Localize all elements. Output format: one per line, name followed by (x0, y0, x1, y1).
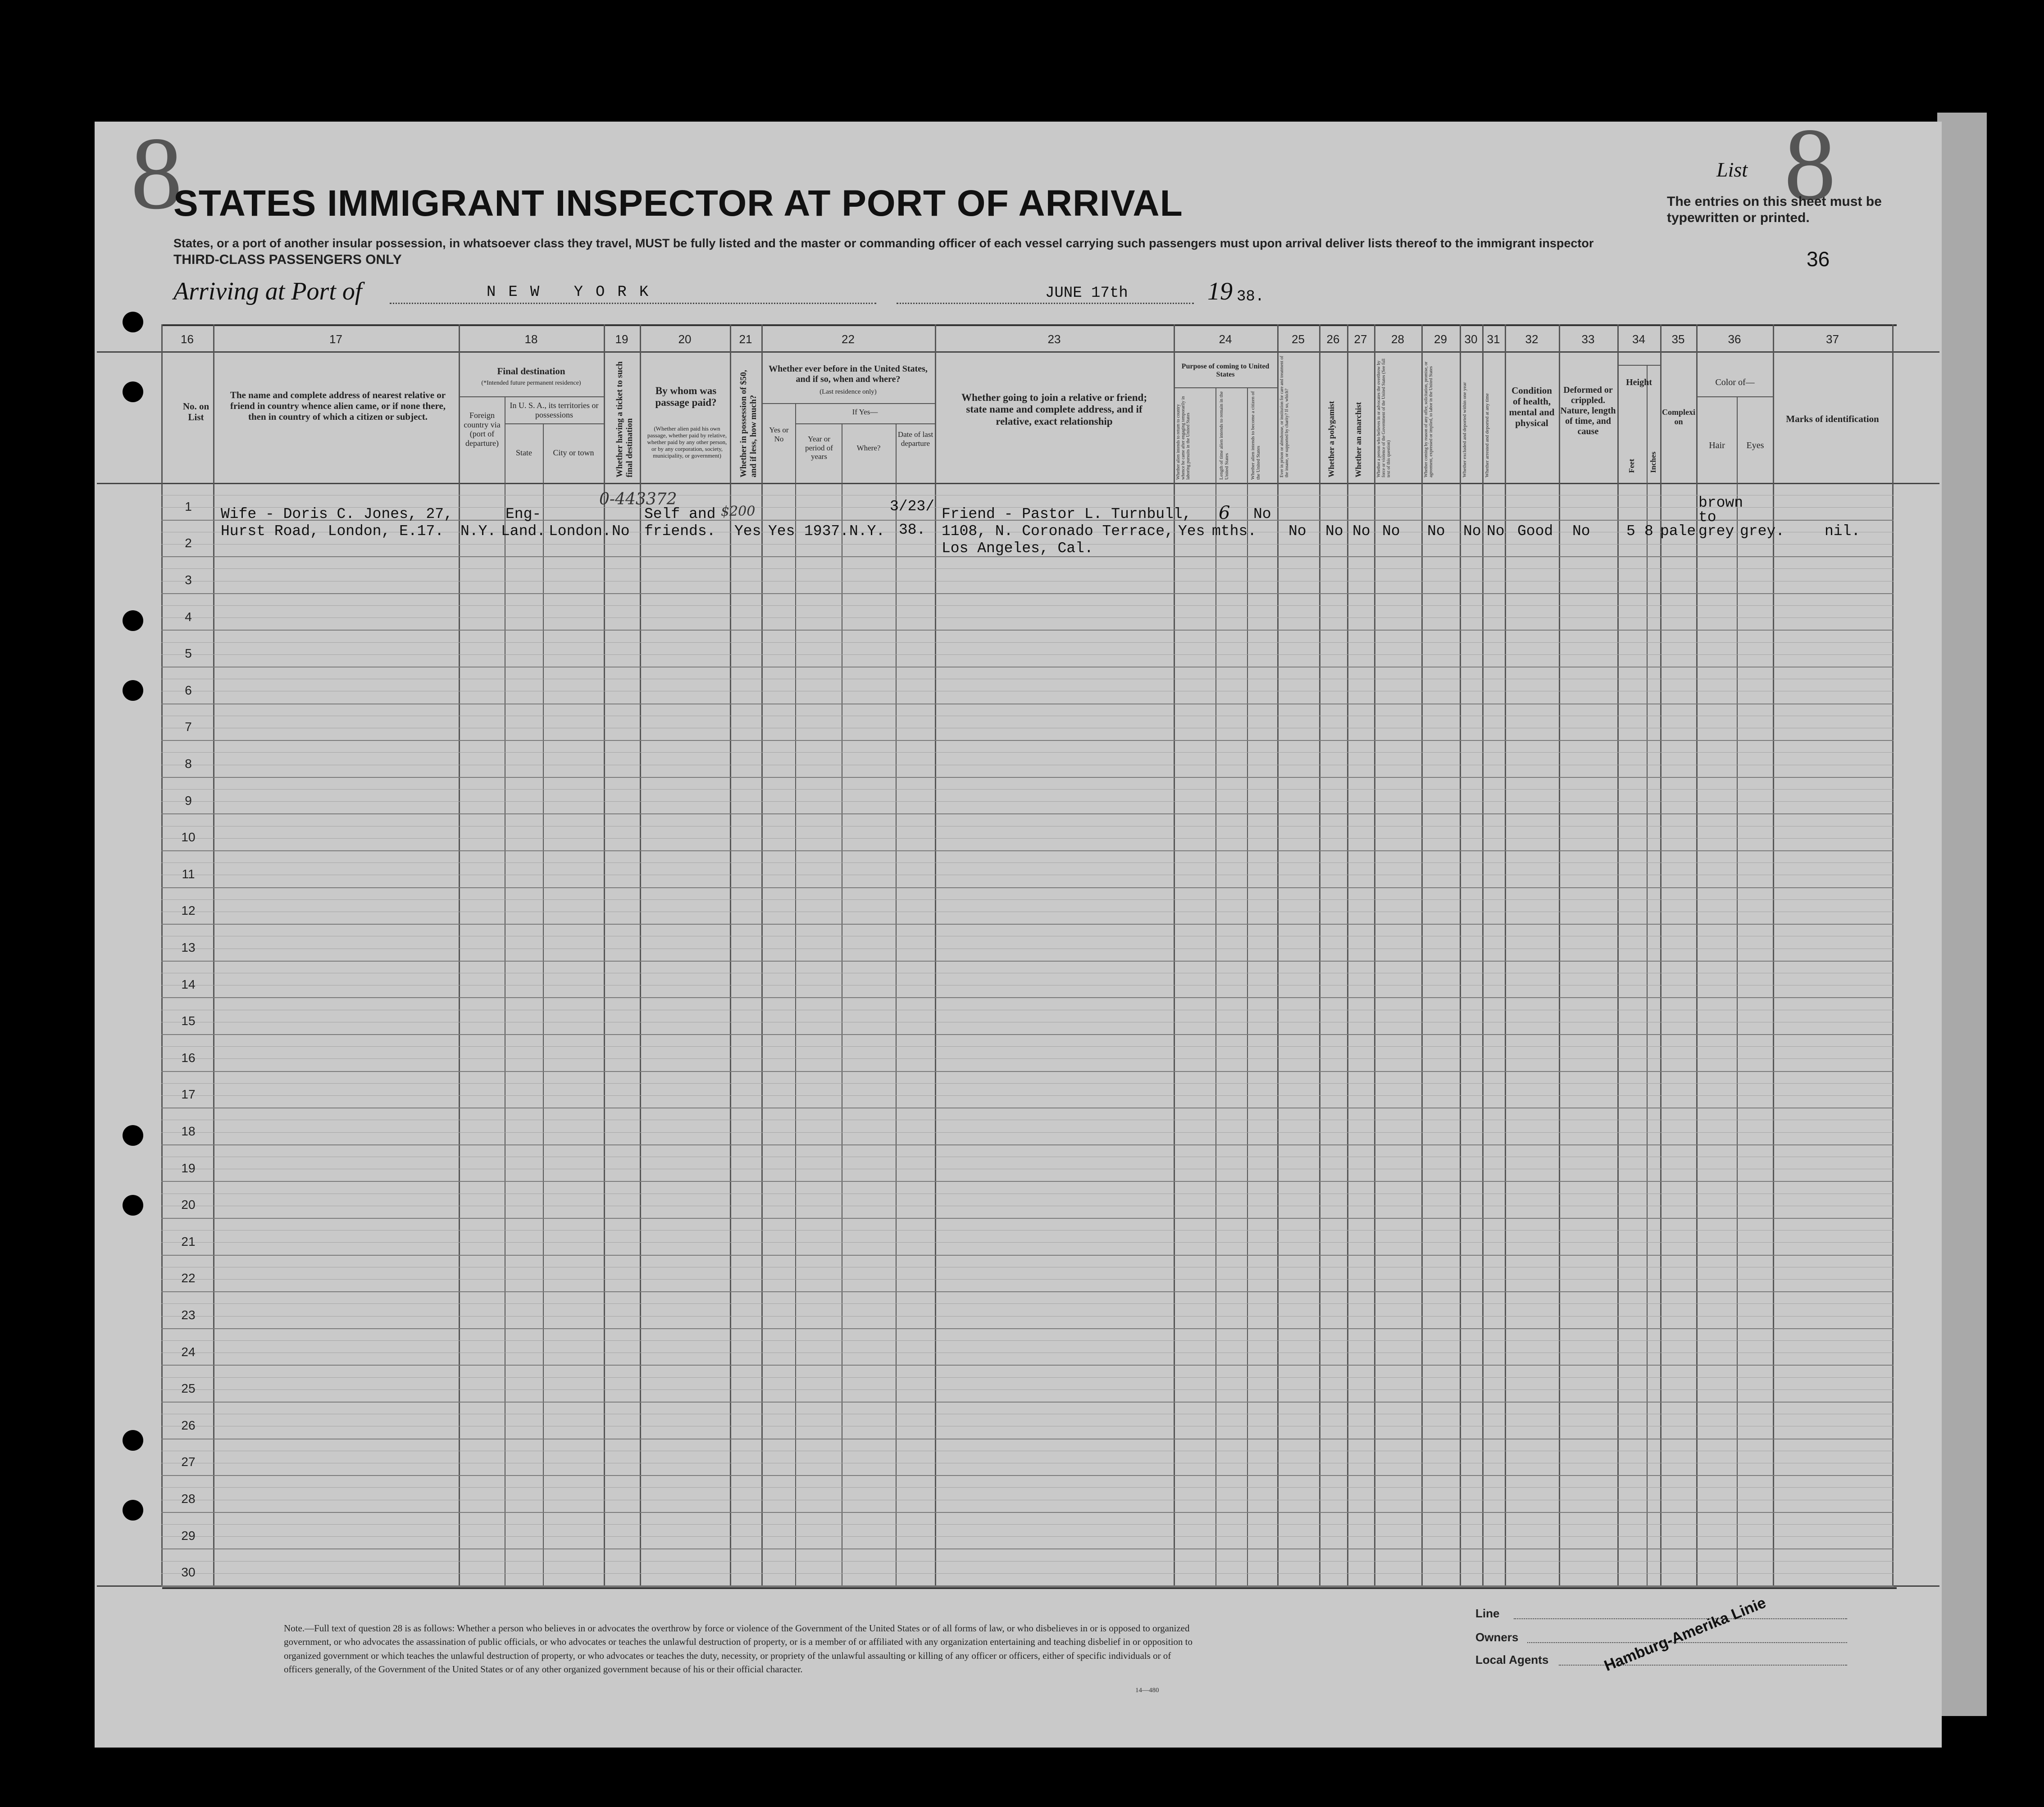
ruled-line (161, 740, 1894, 741)
column-number: 25 (1292, 332, 1305, 346)
ruled-line (161, 642, 1894, 643)
entry-deformed: No (1572, 523, 1590, 540)
header-marks: Marks of identification (1786, 413, 1879, 424)
column-number: 35 (1671, 332, 1685, 346)
row-number: 11 (182, 867, 195, 881)
ruled-line (161, 887, 1894, 888)
ruled-line (161, 1303, 1894, 1304)
row-number: 4 (185, 609, 192, 624)
column-line (543, 423, 544, 1585)
column-number: 19 (615, 332, 628, 346)
ruled-line (161, 1058, 1894, 1059)
ruled-line (161, 1083, 1894, 1084)
ruled-line (161, 1340, 1894, 1341)
ruled-line (161, 1377, 1894, 1378)
row-number: 8 (185, 757, 192, 771)
header-polygamist: Whether a polygamist (1327, 401, 1336, 477)
row-number: 23 (181, 1308, 196, 1322)
header-q28: Whether a person who believes in or advocates the overthrow by force or violence of the Government of the United States (See full text of this question) (1376, 358, 1391, 477)
header-divider-top (97, 351, 1939, 353)
ruled-line (161, 1524, 1894, 1525)
column-number: 16 (181, 332, 194, 346)
header-state: State (516, 448, 532, 457)
entry-relative-line1: Wife - Doris C. Jones, 27, (221, 506, 453, 522)
column-number: 31 (1487, 332, 1500, 346)
column-line (1892, 324, 1894, 1585)
header-excluded: Whether excluded and deported within one year (1462, 382, 1467, 477)
ruled-line (161, 1181, 1894, 1182)
header-return-intent: Whether alien intends to return to country whence he came after engaging temporarily in laboring pursuits in the United States (1176, 396, 1191, 480)
port-name: NEW YORK (487, 284, 661, 301)
header-arrested: Whether arrested and deported at any time (1484, 393, 1490, 477)
entry-arrested: No (1487, 523, 1505, 540)
punch-hole (123, 1195, 143, 1216)
punch-hole (123, 1500, 143, 1521)
question-28-note: Note.—Full text of question 28 is as follows: Whether a person who believes in or advocates the overthrow by force or violence of the Government of the United States or of all forms of law, or who disbelieves in or is opposed to organized government, or who advocates the assassination of public officials, or who advocates or teaches the unlawful destruction of property, or is a member of or affiliated with any organization entertaining and teaching disbelief in or opposition to organized government or which teaches the unlawful destruction of property, or who advocates or teaches the duty, necessity, or propriety of the unlawful assaulting or killing of any officer or officers, either of specific individuals or of officers generally, of the Government of the United States or of any other organized government because of his or their official character. (284, 1623, 1193, 1675)
row-number: 10 (181, 830, 196, 844)
header-color-of: Color of— (1715, 377, 1755, 387)
local-agents-underline (1559, 1665, 1847, 1666)
header-hair: Hair (1709, 440, 1725, 450)
column-line (1215, 387, 1216, 1585)
entry-length-stay-1: 6 (1219, 503, 1230, 523)
typewritten-note: The entries on this sheet must be typewritten or printed. (1667, 194, 1882, 225)
punch-hole (123, 680, 143, 701)
entry-marks: nil. (1825, 523, 1861, 540)
row-number: 21 (181, 1234, 196, 1249)
ruled-line (161, 997, 1894, 998)
ruled-line (161, 1536, 1894, 1537)
header-eyes: Eyes (1746, 440, 1764, 450)
column-number: 27 (1354, 332, 1367, 346)
row-number: 9 (185, 793, 192, 808)
header-if-yes: If Yes— (852, 408, 878, 416)
column-number: 33 (1581, 332, 1595, 346)
entry-hair-line1: brown (1698, 495, 1744, 511)
ruled-line (161, 777, 1894, 778)
header-last-residence: (Last residence only) (819, 388, 877, 395)
entry-excluded: No (1463, 523, 1481, 540)
ruled-line (161, 654, 1894, 655)
column-line (604, 324, 605, 1585)
subheader-line (505, 423, 604, 424)
row-number: 3 (185, 573, 192, 587)
ruled-line (161, 1095, 1894, 1096)
column-line (1421, 324, 1423, 1585)
row-number: 16 (181, 1050, 196, 1065)
row-number: 1 (185, 499, 192, 513)
ruled-line (161, 1071, 1894, 1072)
ruled-line (161, 1034, 1894, 1035)
ruled-line (161, 617, 1894, 618)
entry-city: London. (549, 523, 611, 540)
entry-hair-line3: grey (1698, 523, 1734, 540)
ruled-line (161, 801, 1894, 802)
line-underline (1514, 1618, 1847, 1619)
row-number: 15 (181, 1014, 196, 1028)
form-number: 14—480 (1135, 1687, 1159, 1694)
entry-possession-50: Yes (734, 523, 761, 540)
owners-label: Owners (1475, 1630, 1519, 1644)
column-line (1277, 324, 1279, 1585)
header-passage-paid: By whom was passage paid? (655, 385, 717, 409)
row-number: 7 (185, 720, 192, 734)
ruled-line (161, 1475, 1894, 1476)
entry-where: N.Y. (849, 523, 885, 540)
column-number: 28 (1391, 332, 1404, 346)
header-year-period: Year or period of years (805, 435, 833, 461)
entry-state-line1: Eng- (505, 506, 542, 522)
column-number: 18 (524, 332, 538, 346)
ruled-line (161, 752, 1894, 753)
ruled-line (161, 1046, 1894, 1047)
header-prison: Ever in prison or almshouse, or institution for care and treatment of the insane, or supported by charity? If so, which? (1279, 356, 1289, 477)
ruled-line (161, 1132, 1894, 1133)
column-line (1319, 324, 1320, 1585)
form-instructions: States, or a port of another insular possession, in whatsoever class they travel, MUST be fully listed and the master or commanding officer of each vessel carrying such passengers must upon arrival deliver lists thereof to the immigrant inspector (173, 236, 1594, 250)
header-possession-50: Whether in possession of $50, and if less, how much? (739, 370, 758, 477)
entry-state-line2: Land. (501, 523, 546, 540)
ruled-line (161, 1328, 1894, 1329)
row-number: 5 (185, 646, 192, 661)
entry-year: 1937. (804, 523, 849, 540)
row-number: 27 (181, 1455, 196, 1469)
ruled-line (161, 1585, 1894, 1586)
row-number: 24 (181, 1344, 196, 1359)
ruled-line (161, 630, 1894, 631)
subheader-line (1617, 365, 1660, 366)
header-height: Height (1626, 377, 1652, 387)
column-line (1374, 324, 1375, 1585)
row-number: 19 (181, 1161, 196, 1175)
header-ever-before: Whether ever before in the United States, and if so, when and where? (769, 364, 928, 384)
row-number: 22 (181, 1271, 196, 1285)
ruled-line (161, 605, 1894, 606)
ruled-line (161, 1255, 1894, 1256)
column-line (761, 324, 763, 1585)
column-line (1737, 396, 1738, 1585)
header-divider-bottom (97, 483, 1939, 484)
header-where: Where? (856, 444, 881, 452)
header-complexion: Complexion (1662, 408, 1695, 426)
ruled-line (161, 1561, 1894, 1562)
row-number: 13 (181, 940, 196, 954)
column-line (640, 324, 641, 1585)
header-city: City or town (553, 448, 594, 457)
ruled-line (161, 1218, 1894, 1219)
column-line (459, 324, 460, 1585)
arrival-date: JUNE 17th (1045, 285, 1128, 302)
ruled-line (161, 899, 1894, 900)
header-final-destination: Final destination (497, 366, 565, 377)
row-number: 30 (181, 1565, 196, 1580)
header-yes-or-no: Yes or No (769, 426, 789, 443)
entry-departure-date-line1: 3/23/ (890, 498, 935, 515)
ruled-line (161, 1487, 1894, 1488)
header-purpose: Purpose of coming to United States (1181, 363, 1270, 379)
header-citizen-intent: Whether alien intends to become a citizen of the United States (1250, 391, 1261, 480)
list-number: 8 (1784, 107, 1836, 222)
subheader-line (459, 396, 604, 397)
ruled-line (161, 1402, 1894, 1403)
year-prefix: 19 (1207, 277, 1233, 305)
entry-joining-line2: 1108, N. Coronado Terrace, (942, 523, 1174, 540)
column-line (161, 324, 163, 1585)
row-number: 18 (181, 1124, 196, 1138)
entry-polygamist: No (1325, 523, 1343, 540)
column-number: 23 (1047, 332, 1061, 346)
ruled-line (161, 1389, 1894, 1390)
row-number: 26 (181, 1418, 196, 1432)
column-number: 24 (1219, 332, 1232, 346)
row-number: 2 (185, 536, 192, 550)
header-anarchist: Whether an anarchist (1354, 402, 1363, 477)
sheet-number: 36 (1807, 247, 1830, 271)
punch-hole (123, 381, 143, 402)
entry-departure-date-line2: 38. (899, 522, 926, 538)
subheader-line (795, 423, 935, 424)
punch-hole (123, 312, 143, 332)
column-line (1247, 387, 1248, 1585)
ruled-line (161, 813, 1894, 814)
ruled-line (161, 1144, 1894, 1145)
entry-citizen-intent: No (1253, 506, 1271, 522)
column-line (1460, 324, 1461, 1585)
column-number: 22 (842, 332, 855, 346)
header-foreign-country: Foreign country via (port of departure) (464, 411, 501, 448)
column-line (1696, 324, 1698, 1585)
ruled-line (161, 593, 1894, 594)
ruled-line (161, 924, 1894, 925)
column-number: 32 (1525, 332, 1539, 346)
header-ticket: Whether having a ticket to such final destination (615, 361, 634, 477)
entry-health: Good (1517, 523, 1553, 540)
column-line (935, 324, 936, 1585)
entry-foreign-country: N.Y. (460, 523, 496, 540)
entry-relative-line2: Hurst Road, London, E.17. (221, 523, 444, 540)
date-underline (897, 303, 1194, 304)
port-underline (390, 303, 876, 304)
column-line (896, 423, 897, 1585)
column-number: 20 (678, 332, 692, 346)
entry-ever-before: Yes (768, 523, 795, 540)
column-number: 29 (1434, 332, 1447, 346)
header-health: Condition of health, mental and physical (1509, 385, 1555, 429)
arriving-label: Arriving at Port of (173, 277, 362, 305)
column-line (1505, 324, 1506, 1585)
page-edge (1937, 113, 1987, 1716)
column-line (1559, 324, 1560, 1585)
header-passage-note: (Whether alien paid his own passage, whether paid by relative, whether paid by any other person, or by any corporation, society, municipality, or government) (647, 425, 727, 459)
ruled-line (161, 838, 1894, 839)
column-number: 26 (1326, 332, 1340, 346)
header-inches: Inches (1649, 451, 1657, 473)
row-number: 29 (181, 1528, 196, 1543)
column-line (1347, 324, 1348, 1585)
column-number: 36 (1728, 332, 1741, 346)
entry-eyes: grey. (1740, 523, 1785, 540)
year-suffix: 38. (1237, 288, 1265, 305)
entry-handwritten-amount: $200 (721, 504, 756, 519)
column-number: 30 (1464, 332, 1478, 346)
column-number: 34 (1632, 332, 1645, 346)
shipping-line-stamp: Hamburg-Amerika Linie (1602, 1594, 1769, 1675)
ruled-line (161, 568, 1894, 569)
header-no-on-list: No. on List (182, 401, 209, 423)
line-label: Line (1475, 1607, 1500, 1620)
ruled-line (161, 1365, 1894, 1366)
header-final-destination-note: (*Intended future permanent residence) (481, 380, 581, 386)
entry-q28: No (1382, 523, 1400, 540)
subheader-line (1696, 396, 1773, 397)
column-line (1773, 324, 1774, 1585)
column-line (1617, 324, 1619, 1585)
row-number: 28 (181, 1492, 196, 1506)
punch-hole (123, 610, 143, 631)
ruled-line (161, 1316, 1894, 1317)
column-line (1482, 324, 1484, 1585)
punch-hole (123, 1430, 143, 1451)
entry-feet: 5 (1626, 523, 1635, 540)
entry-length-stay-2: mths. (1212, 523, 1257, 540)
entry-passage-line1: Self and (644, 506, 716, 522)
entry-inches: 8 (1644, 523, 1653, 540)
row-number: 17 (181, 1087, 196, 1102)
row-number: 12 (181, 904, 196, 918)
header-usa: In U. S. A., its territories or possessions (510, 401, 599, 419)
column-line (1660, 324, 1662, 1585)
entry-anarchist: No (1352, 523, 1370, 540)
column-number: 37 (1826, 332, 1839, 346)
row-number: 14 (181, 977, 196, 991)
ruled-line (161, 850, 1894, 851)
column-number: 21 (739, 332, 752, 346)
list-label: List (1716, 158, 1748, 181)
entry-handwritten-number: 0-443372 (599, 490, 677, 509)
header-relative-address: The name and complete address of nearest relative or friend in country whence alien came, or if none there, then in country of which a citizen or subject. (230, 390, 446, 422)
punch-hole (123, 1125, 143, 1146)
header-labor-offer: Whether coming by reason of any offer, solicitation, promise, or agreement, expressed or implied, to labor in the United States (1424, 361, 1434, 477)
entry-ticket: No (612, 523, 630, 540)
subheader-line (1174, 387, 1277, 388)
ruled-line (161, 1573, 1894, 1574)
entry-joining-line3: Los Angeles, Cal. (942, 540, 1093, 557)
ruled-line (161, 1548, 1894, 1549)
entry-passage-line2: friends. (644, 523, 716, 540)
entry-hair-line2: to (1698, 509, 1716, 526)
ruled-line (161, 1279, 1894, 1280)
row-number: 25 (181, 1381, 196, 1396)
corner-list-number: 8 (131, 116, 182, 231)
passenger-class: THIRD-CLASS PASSENGERS ONLY (173, 252, 402, 267)
ruled-line (161, 1291, 1894, 1292)
ruled-line (161, 1242, 1894, 1243)
ruled-line (161, 961, 1894, 962)
header-feet: Feet (1627, 459, 1636, 473)
entry-joining-line1: Friend - Pastor L. Turnbull, (942, 506, 1192, 522)
page-title: STATES IMMIGRANT INSPECTOR AT PORT OF ARRIVAL (173, 183, 1183, 224)
entry-return-intent: Yes (1178, 523, 1205, 540)
row-number: 6 (185, 683, 192, 697)
ruled-line (161, 1512, 1894, 1513)
header-joining-relative: Whether going to join a relative or friend; state name and complete address, and if relative, exact relationship (961, 392, 1147, 427)
entry-prison: No (1288, 523, 1307, 540)
local-agents-label: Local Agents (1475, 1653, 1549, 1666)
entry-labor-offer: No (1427, 523, 1445, 540)
subheader-line (761, 403, 935, 404)
column-line (213, 324, 214, 1585)
header-deformed: Deformed or crippled. Nature, length of time, and cause (1560, 385, 1616, 436)
row-number: 20 (181, 1198, 196, 1212)
header-departure-date: Date of last departure (897, 430, 933, 448)
header-length-stay: Length of time alien intends to remain in the United States (1219, 391, 1229, 480)
column-number: 17 (329, 332, 342, 346)
ruled-line (161, 789, 1894, 790)
entry-complexion: pale (1660, 523, 1696, 540)
